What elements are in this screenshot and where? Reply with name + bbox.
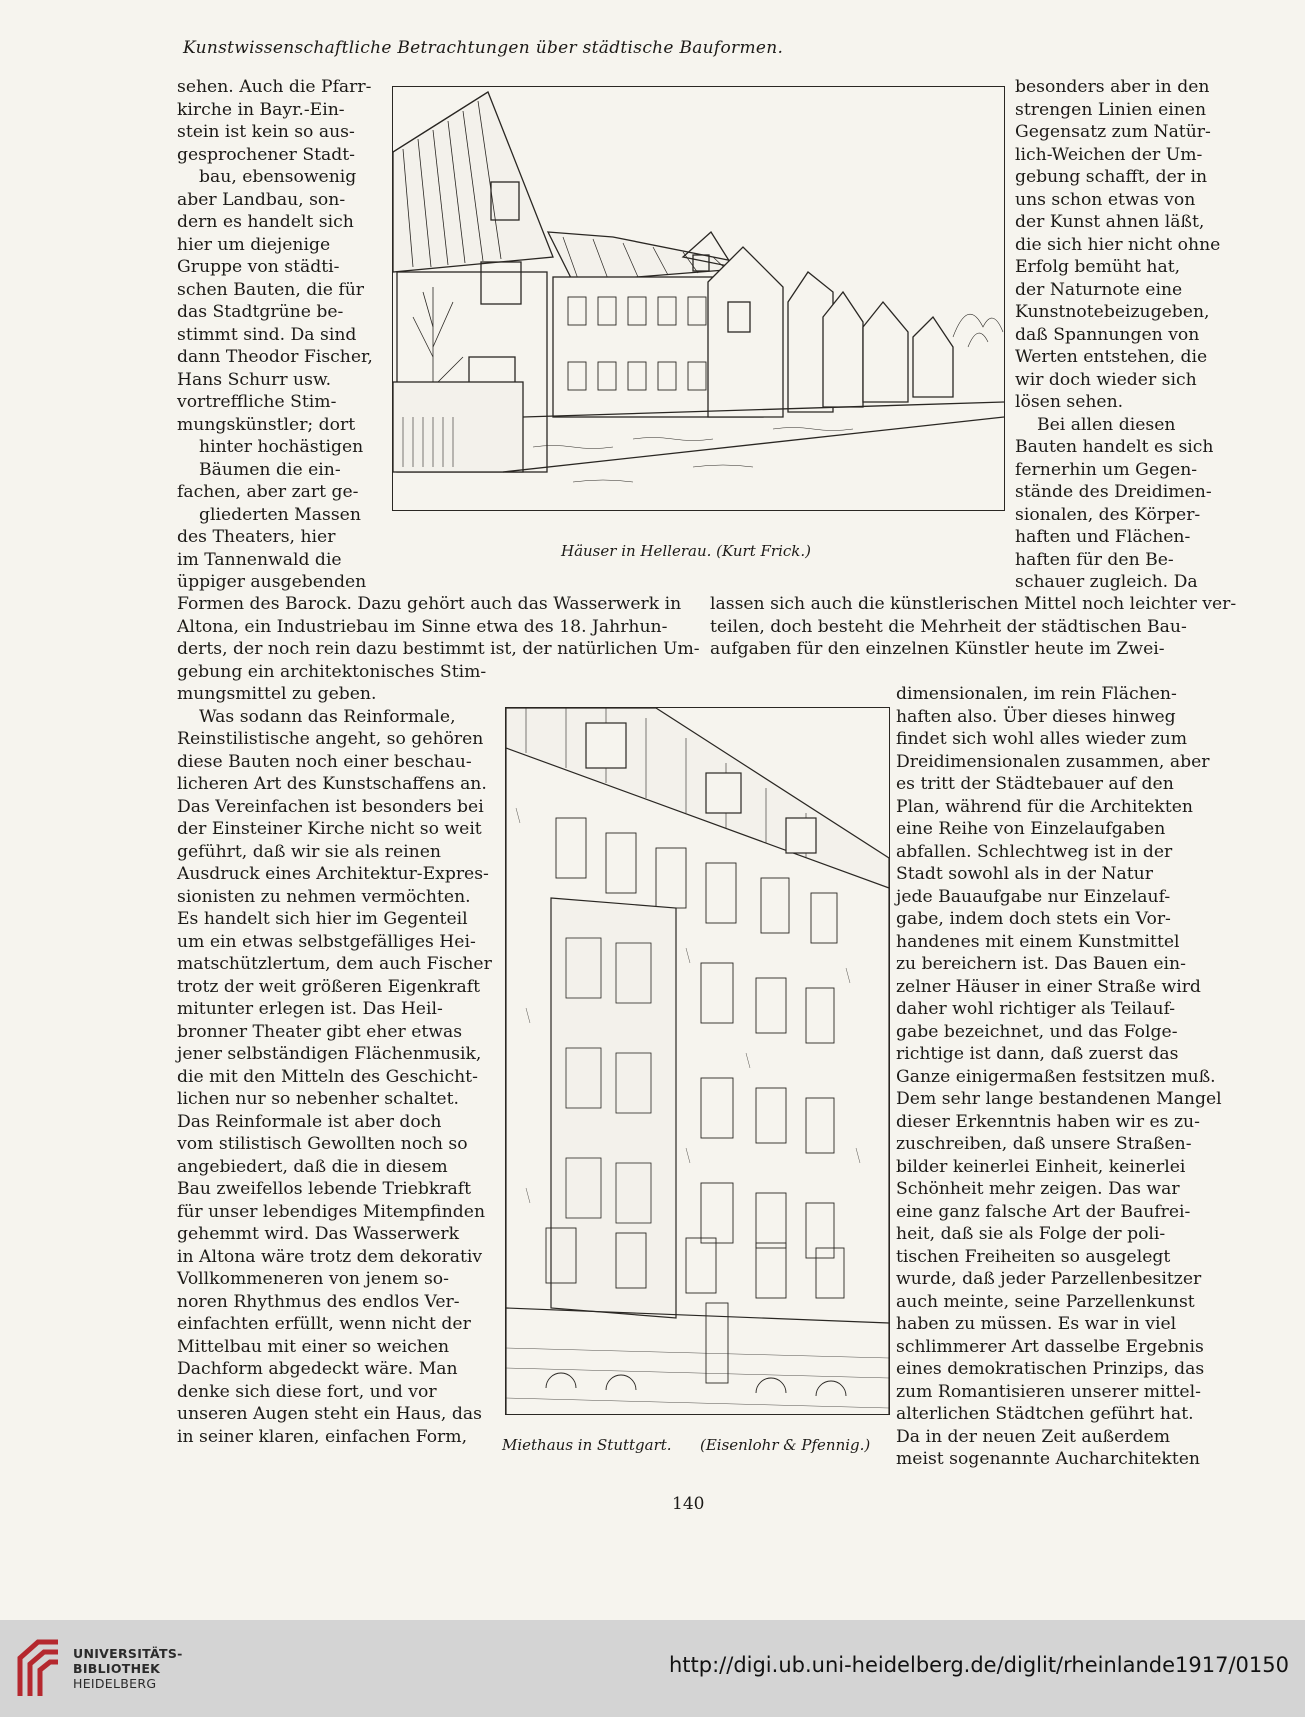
text-line: schauer zugleich. Da: [1015, 572, 1198, 592]
text-line: eine Reihe von Einzelaufgaben: [896, 819, 1166, 839]
houses-hellerau-drawing: [393, 87, 1004, 510]
text-line: trotz der weit größeren Eigenkraft: [177, 976, 481, 997]
figure-haeuser-in-hellerau: [392, 86, 1005, 515]
text-line: die sich hier nicht ohne: [1015, 234, 1221, 255]
text-line: Plan, während für die Architekten: [896, 796, 1193, 817]
library-name-line1: UNIVERSITÄTS-: [73, 1646, 183, 1661]
text-line: gabe bezeichnet, und das Folge-: [896, 1021, 1178, 1042]
text-line: diese Bauten noch einer beschau-: [177, 751, 472, 772]
library-name-line3: HEIDELBERG: [73, 1676, 157, 1691]
text-line: haften und Flächen-: [1015, 527, 1191, 547]
text-line: haften für den Be-: [1015, 549, 1174, 570]
text-line: dimensionalen, im rein Flächen-: [896, 684, 1177, 704]
page-number: 140: [672, 1494, 705, 1514]
text-line: stände des Dreidimen-: [1015, 482, 1212, 502]
text-line: gehemmt wird. Das Wasserwerk: [177, 1224, 460, 1244]
right-column-fullwidth: [710, 593, 1237, 661]
text-line: haften also. Über dieses hinweg: [896, 706, 1176, 727]
running-head: Kunstwissenschaftliche Betrachtungen über städtische Bauformen.: [183, 38, 784, 58]
text-line: matschützlertum, dem auch Fischer: [177, 954, 492, 974]
text-line: Kunstnotebeizugeben,: [1015, 302, 1210, 322]
text-line: es tritt der Städtebauer auf den: [896, 774, 1174, 794]
text-line: lich-Weichen der Um-: [1015, 144, 1203, 165]
text-line: Reinstilistische angeht, so gehören: [177, 729, 484, 749]
text-line: Bei allen diesen: [1037, 414, 1176, 435]
text-line: der Kunst ahnen läßt,: [1015, 212, 1205, 232]
text-line: schen Bauten, die für: [177, 279, 365, 300]
text-line: geführt, daß wir sie als reinen: [177, 841, 441, 862]
text-line: Bäumen die ein-: [199, 459, 341, 480]
university-library-logo-icon[interactable]: [14, 1636, 64, 1700]
text-line: das Stadtgrüne be-: [177, 302, 344, 322]
left-column-top: [177, 76, 373, 594]
text-line: in Altona wäre trotz dem dekorativ: [177, 1246, 483, 1267]
text-line: zuschreiben, daß unsere Straßen-: [896, 1134, 1192, 1154]
text-line: strengen Linien einen: [1015, 99, 1207, 120]
text-line: zelner Häuser in einer Straße wird: [896, 976, 1201, 997]
text-line: licheren Art des Kunstschaffens an.: [177, 774, 487, 794]
text-line: Bauten handelt es sich: [1015, 437, 1214, 457]
text-line: daß Spannungen von: [1015, 324, 1200, 345]
text-line: bau, ebensowenig: [199, 167, 357, 187]
text-line: gliederten Massen: [199, 504, 361, 525]
text-line: mungskünstler; dort: [177, 414, 356, 435]
text-line: mungsmittel zu geben.: [177, 684, 377, 704]
text-line: heit, daß sie als Folge der poli-: [896, 1224, 1166, 1244]
text-line: für unser lebendiges Mitempfinden: [177, 1201, 486, 1222]
text-line: in seiner klaren, einfachen Form,: [177, 1426, 468, 1447]
text-line: der Einsteiner Kirche nicht so weit: [177, 819, 482, 839]
text-line: zum Romantisieren unserer mittel-: [896, 1381, 1201, 1402]
text-line: gabe, indem doch stets ein Vor-: [896, 909, 1171, 929]
text-line: handenes mit einem Kunstmittel: [896, 931, 1180, 952]
text-line: aufgaben für den einzelnen Künstler heute im Zwei-: [710, 639, 1165, 659]
text-line: gesprochener Stadt-: [177, 144, 355, 165]
text-line: teilen, doch besteht die Mehrheit der städtischen Bau-: [710, 616, 1187, 637]
illustration-frame: [505, 707, 890, 1415]
text-line: jede Bauaufgabe nur Einzelauf-: [896, 886, 1171, 907]
text-line: tischen Freiheiten so ausgelegt: [896, 1246, 1171, 1267]
figure2-caption-title: Miethaus in Stuttgart.: [502, 1436, 672, 1454]
figure1-caption: Häuser in Hellerau. (Kurt Frick.): [561, 542, 812, 560]
text-line: Dem sehr lange bestandenen Mangel: [896, 1089, 1222, 1109]
text-line: findet sich wohl alles wieder zum: [896, 729, 1187, 749]
text-line: gebung schafft, der in: [1015, 167, 1208, 187]
library-name[interactable]: [73, 1646, 183, 1691]
text-line: stein ist kein so aus-: [177, 122, 355, 142]
text-line: kirche in Bayr.-Ein-: [177, 99, 345, 120]
text-line: Ausdruck eines Architektur-Expres-: [177, 864, 489, 884]
text-line: lichen nur so nebenher schaltet.: [177, 1089, 459, 1109]
right-column-top: [1015, 76, 1221, 594]
text-line: lösen sehen.: [1015, 392, 1124, 412]
text-line: bilder keinerlei Einheit, keinerlei: [896, 1156, 1186, 1177]
text-line: daher wohl richtiger als Teilauf-: [896, 999, 1176, 1019]
text-line: sionisten zu nehmen vermöchten.: [177, 886, 471, 907]
text-line: Gegensatz zum Natür-: [1015, 122, 1211, 142]
text-line: Es handelt sich hier im Gegenteil: [177, 909, 468, 929]
text-line: im Tannenwald die: [177, 549, 342, 570]
text-line: Was sodann das Reinformale,: [199, 706, 456, 727]
text-line: Dachform abgedeckt wäre. Man: [177, 1359, 458, 1379]
text-line: hier um diejenige: [177, 234, 331, 255]
text-line: Altona, ein Industriebau im Sinne etwa des 18. Jahrhun-: [177, 616, 668, 637]
text-line: Erfolg bemüht hat,: [1015, 257, 1181, 277]
text-line: eine ganz falsche Art der Baufrei-: [896, 1201, 1191, 1222]
left-column-bottom: [177, 683, 492, 1448]
text-line: Formen des Barock. Dazu gehört auch das Wasserwerk in: [177, 594, 682, 614]
text-line: noren Rhythmus des endlos Ver-: [177, 1291, 460, 1312]
text-line: Gruppe von städti-: [177, 257, 340, 277]
text-line: besonders aber in den: [1015, 77, 1210, 97]
text-line: dieser Erkenntnis haben wir es zu-: [896, 1111, 1200, 1132]
text-line: sehen. Auch die Pfarr-: [177, 77, 372, 97]
text-line: Das Vereinfachen ist besonders bei: [177, 796, 484, 817]
text-line: vortreffliche Stim-: [177, 392, 337, 412]
text-line: vom stilistisch Gewollten noch so: [177, 1134, 468, 1154]
text-line: fachen, aber zart ge-: [177, 482, 359, 502]
figure2-caption-credit: (Eisenlohr & Pfennig.): [700, 1436, 871, 1454]
text-line: schlimmerer Art dasselbe Ergebnis: [896, 1336, 1204, 1357]
text-line: des Theaters, hier: [177, 527, 336, 547]
text-line: Hans Schurr usw.: [177, 369, 332, 390]
text-line: meist sogenannte Aucharchitekten: [896, 1449, 1200, 1469]
text-line: hinter hochästigen: [199, 437, 364, 457]
text-line: Dreidimensionalen zusammen, aber: [896, 751, 1210, 772]
text-line: stimmt sind. Da sind: [177, 324, 357, 345]
miethaus-stuttgart-drawing: [506, 708, 889, 1414]
text-line: dern es handelt sich: [177, 212, 354, 232]
text-line: Ganze einigermaßen festsitzen muß.: [896, 1066, 1216, 1087]
text-line: der Naturnote eine: [1015, 279, 1183, 300]
text-line: zu bereichern ist. Das Bauen ein-: [896, 954, 1186, 974]
text-line: sionalen, des Körper-: [1015, 504, 1201, 525]
text-line: wir doch wieder sich: [1015, 369, 1197, 390]
left-column-fullwidth: [177, 593, 700, 683]
text-line: Schönheit mehr zeigen. Das war: [896, 1179, 1180, 1199]
text-line: angebiedert, daß die in diesem: [177, 1156, 448, 1177]
text-line: abfallen. Schlechtweg ist in der: [896, 841, 1173, 862]
text-line: Vollkommeneren von jenem so-: [177, 1269, 449, 1289]
text-line: Mittelbau mit einer so weichen: [177, 1336, 450, 1357]
digital-library-url-link[interactable]: http://digi.ub.uni-heidelberg.de/diglit/rheinlande1917/0150: [668, 1653, 1289, 1677]
text-line: üppiger ausgebenden: [177, 572, 367, 592]
text-line: die mit den Mitteln des Geschicht-: [177, 1066, 478, 1087]
figure-miethaus-in-stuttgart: [505, 707, 890, 1415]
text-line: haben zu müssen. Es war in viel: [896, 1314, 1177, 1334]
text-line: dann Theodor Fischer,: [177, 347, 373, 367]
text-line: wurde, daß jeder Parzellenbesitzer: [896, 1269, 1202, 1289]
text-line: richtige ist dann, daß zuerst das: [896, 1044, 1179, 1064]
text-line: denke sich diese fort, und vor: [177, 1381, 437, 1402]
library-footer: [0, 1620, 1305, 1717]
text-line: Da in der neuen Zeit außerdem: [896, 1426, 1171, 1447]
text-line: uns schon etwas von: [1015, 189, 1196, 210]
text-line: derts, der noch rein dazu bestimmt ist, der natürlichen Um-: [177, 639, 700, 659]
text-line: lassen sich auch die künstlerischen Mittel noch leichter ver-: [710, 594, 1237, 614]
library-name-line2: BIBLIOTHEK: [73, 1661, 161, 1676]
illustration-frame: [392, 86, 1005, 511]
text-line: auch meinte, seine Parzellenkunst: [896, 1291, 1195, 1312]
text-line: jener selbständigen Flächenmusik,: [177, 1044, 482, 1064]
text-line: um ein etwas selbstgefälliges Hei-: [177, 931, 476, 952]
text-line: fernerhin um Gegen-: [1015, 459, 1198, 480]
right-column-bottom: [896, 683, 1222, 1471]
text-line: gebung ein architektonisches Stim-: [177, 661, 487, 682]
text-line: Werten entstehen, die: [1015, 347, 1208, 367]
text-line: bronner Theater gibt eher etwas: [177, 1021, 463, 1042]
text-line: Das Reinformale ist aber doch: [177, 1111, 442, 1132]
text-line: alterlichen Städtchen geführt hat.: [896, 1404, 1194, 1424]
text-line: eines demokratischen Prinzips, das: [896, 1359, 1205, 1379]
text-line: mitunter erlegen ist. Das Heil-: [177, 999, 443, 1019]
text-line: einfachten erfüllt, wenn nicht der: [177, 1314, 471, 1334]
text-line: unseren Augen steht ein Haus, das: [177, 1404, 482, 1424]
text-line: Stadt sowohl als in der Natur: [896, 864, 1153, 884]
text-line: Bau zweifellos lebende Triebkraft: [177, 1179, 472, 1199]
text-line: aber Landbau, son-: [177, 189, 346, 210]
